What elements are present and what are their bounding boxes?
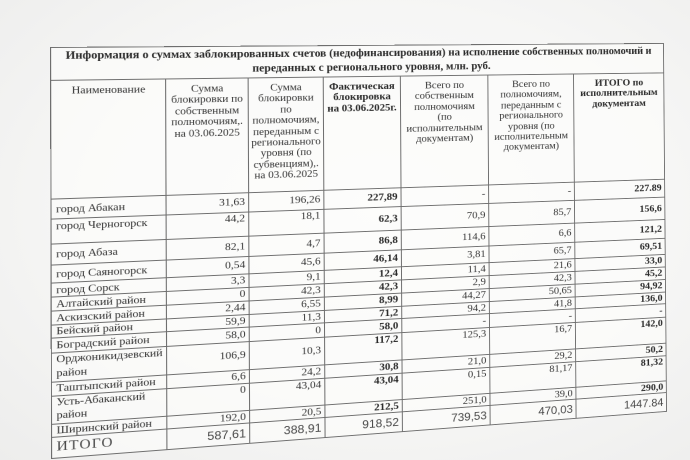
total-actual-blocked: 918,52 xyxy=(325,412,402,438)
actual-blocked-cell: 8,99 xyxy=(324,293,401,310)
blocked-delegated-powers-cell: 196,26 xyxy=(249,190,324,212)
actual-blocked-cell: 46,14 xyxy=(324,250,401,271)
exec-docs-own-powers-cell: - xyxy=(402,314,490,333)
district-name: Бейский район xyxy=(51,319,166,338)
exec-docs-delegated-powers-cell: 6,6 xyxy=(489,223,575,246)
exec-docs-delegated-powers-cell: 50,65 xyxy=(489,284,575,301)
blocked-own-powers-cell: 2,44 xyxy=(166,301,249,319)
actual-blocked-cell: 30,8 xyxy=(325,360,402,378)
exec-docs-delegated-powers-cell: - xyxy=(489,182,575,203)
exec-docs-total-cell: 50,2 xyxy=(576,343,667,362)
district-name: Орджоникидзевский район xyxy=(51,346,166,381)
blocked-delegated-powers-cell: 11,3 xyxy=(249,310,324,327)
district-name: Боградский район xyxy=(51,332,166,353)
blocked-own-powers-cell: 0 xyxy=(167,383,250,417)
actual-blocked-cell: 212,5 xyxy=(325,400,402,418)
total-blocked-delegated-powers: 388,91 xyxy=(250,418,325,444)
exec-docs-own-powers-cell: 70,9 xyxy=(401,203,489,230)
exec-docs-total-cell: 69,51 xyxy=(575,238,666,258)
exec-docs-own-powers-cell: - xyxy=(401,185,489,207)
column-header-exec-docs-delegated-powers: Всего по полномочиям, переданным с регионального уровня (по исполнительным документам) xyxy=(488,74,574,185)
blocked-own-powers-cell: 106,9 xyxy=(167,342,250,375)
table-title: Информация о суммах заблокированных счетов (недофинансирования) на исполнение собственных полномочий и переданных с регионального уровня, млн. руб. xyxy=(51,43,664,80)
actual-blocked-cell: 117,2 xyxy=(325,333,402,365)
district-name: Алтайский район xyxy=(51,291,166,311)
exec-docs-total-cell: 33,0 xyxy=(575,254,665,271)
blocked-delegated-powers-cell: 43,04 xyxy=(249,378,324,411)
actual-blocked-cell: 58,0 xyxy=(324,319,401,338)
blocked-delegated-powers-cell: 45,6 xyxy=(249,253,324,274)
exec-docs-total-cell: 136,0 xyxy=(575,292,666,309)
district-name: Усть-Абаканский район xyxy=(51,388,166,424)
actual-blocked-cell: 227,89 xyxy=(324,188,401,210)
blocked-delegated-powers-cell: 24,2 xyxy=(249,364,324,382)
total-exec-docs-delegated-powers: 470,03 xyxy=(490,399,576,425)
total-blocked-own-powers: 587,61 xyxy=(167,423,250,450)
exec-docs-delegated-powers-cell: 29,2 xyxy=(490,349,576,367)
header-row xyxy=(51,73,665,199)
exec-docs-own-powers-cell: 3,81 xyxy=(401,246,489,267)
district-name: город Саяногорск xyxy=(51,260,166,283)
total-exec-docs-own-powers: 739,53 xyxy=(402,406,490,432)
actual-blocked-cell: 43,04 xyxy=(325,373,402,405)
blocked-own-powers-cell: 0,54 xyxy=(166,256,249,277)
district-name: город Черногорск xyxy=(51,215,166,244)
exec-docs-own-powers-cell: 0,15 xyxy=(402,367,490,400)
column-header-name: Наименование xyxy=(51,79,166,199)
exec-docs-delegated-powers-cell: - xyxy=(489,309,575,328)
blocked-own-powers-cell: 44,2 xyxy=(166,212,249,239)
district-name: Ширинский район xyxy=(52,416,167,437)
exec-docs-own-powers-cell: 251,0 xyxy=(402,394,490,412)
total-exec-docs-total: 1447.84 xyxy=(576,393,667,419)
actual-blocked-cell: 12,4 xyxy=(324,267,401,284)
district-name: город Абаза xyxy=(51,239,166,265)
exec-docs-delegated-powers-cell: 16,7 xyxy=(490,322,576,354)
exec-docs-own-powers-cell: 44,27 xyxy=(402,289,490,307)
exec-docs-delegated-powers-cell: 85,7 xyxy=(489,200,575,226)
exec-docs-delegated-powers-cell: 42,3 xyxy=(489,271,575,288)
blocked-own-powers-cell: 3,3 xyxy=(166,274,249,292)
district-name: город Сорск xyxy=(51,278,166,297)
blocked-own-powers-cell: 192,0 xyxy=(167,411,250,430)
blocked-delegated-powers-cell: 10,3 xyxy=(249,337,324,369)
exec-docs-delegated-powers-cell: 41,8 xyxy=(489,297,575,314)
blocked-accounts-table xyxy=(50,43,667,459)
column-header-exec-docs-own-powers: Всего по собственным полномочиям (по исполнительным документам) xyxy=(400,75,488,188)
exec-docs-delegated-powers-cell: 21,6 xyxy=(489,259,575,276)
column-header-blocked-own-powers: Сумма блокировки по собственным полномочиям,. на 03.06.2025 xyxy=(166,78,249,195)
blocked-delegated-powers-cell: 20,5 xyxy=(250,405,325,423)
exec-docs-delegated-powers-cell: 65,7 xyxy=(489,242,575,262)
blocked-delegated-powers-cell: 0 xyxy=(249,323,324,342)
exec-docs-delegated-powers-cell: 81,17 xyxy=(490,361,576,393)
exec-docs-total-cell: 45,2 xyxy=(575,267,665,284)
actual-blocked-cell: 62,3 xyxy=(324,207,401,234)
actual-blocked-cell: 42,3 xyxy=(324,280,401,297)
exec-docs-total-cell: 142,0 xyxy=(575,317,666,348)
exec-docs-own-powers-cell: 125,3 xyxy=(402,327,490,359)
blocked-delegated-powers-cell: 42,3 xyxy=(249,284,324,301)
actual-blocked-cell: 86,8 xyxy=(324,230,401,253)
blocked-own-powers-cell: 6,6 xyxy=(167,369,250,388)
exec-docs-total-cell: 81,32 xyxy=(576,355,667,387)
exec-docs-own-powers-cell: 11,4 xyxy=(401,263,489,280)
district-name: Таштыпский район xyxy=(51,375,166,396)
district-name: город Абакан xyxy=(51,195,166,219)
blocked-own-powers-cell: 58,0 xyxy=(167,327,250,346)
exec-docs-total-cell: 156,6 xyxy=(574,197,665,223)
exec-docs-total-cell: 290,0 xyxy=(576,381,667,399)
blocked-delegated-powers-cell: 9,1 xyxy=(249,270,324,287)
exec-docs-total-cell: 94,92 xyxy=(575,279,666,296)
actual-blocked-cell: 71,2 xyxy=(324,306,401,323)
exec-docs-own-powers-cell: 21,0 xyxy=(402,354,490,373)
blocked-delegated-powers-cell: 6,55 xyxy=(249,297,324,314)
blocked-own-powers-cell: 31,63 xyxy=(166,193,249,215)
blocked-own-powers-cell: 0 xyxy=(166,287,249,305)
exec-docs-own-powers-cell: 94,2 xyxy=(402,302,490,319)
column-header-exec-docs-total: ИТОГО по исполнительным документам xyxy=(574,73,665,182)
exec-docs-delegated-powers-cell: 39,0 xyxy=(490,387,576,405)
district-name: Аскизский район xyxy=(51,305,166,325)
column-header-actual-blocked: Фактическая блокировка на 03.06.2025г. xyxy=(323,76,401,190)
exec-docs-total-cell: - xyxy=(575,304,666,323)
exec-docs-total-cell: 227.89 xyxy=(574,179,664,200)
column-header-blocked-delegated-powers: Сумма блокировки по полномочиям, переданным с регионального уровня (по субвенциям),. на 03.06.2025 xyxy=(248,77,324,193)
blocked-own-powers-cell: 59,9 xyxy=(166,314,249,331)
total-label: ИТОГО xyxy=(52,429,167,459)
exec-docs-own-powers-cell: 114,6 xyxy=(401,227,489,250)
blocked-own-powers-cell: 82,1 xyxy=(166,236,249,260)
document-sheet xyxy=(50,43,666,455)
blocked-delegated-powers-cell: 18,1 xyxy=(249,209,324,236)
exec-docs-own-powers-cell: 2,9 xyxy=(402,276,490,293)
blocked-delegated-powers-cell: 4,7 xyxy=(249,233,324,256)
exec-docs-total-cell: 121,2 xyxy=(575,219,666,242)
